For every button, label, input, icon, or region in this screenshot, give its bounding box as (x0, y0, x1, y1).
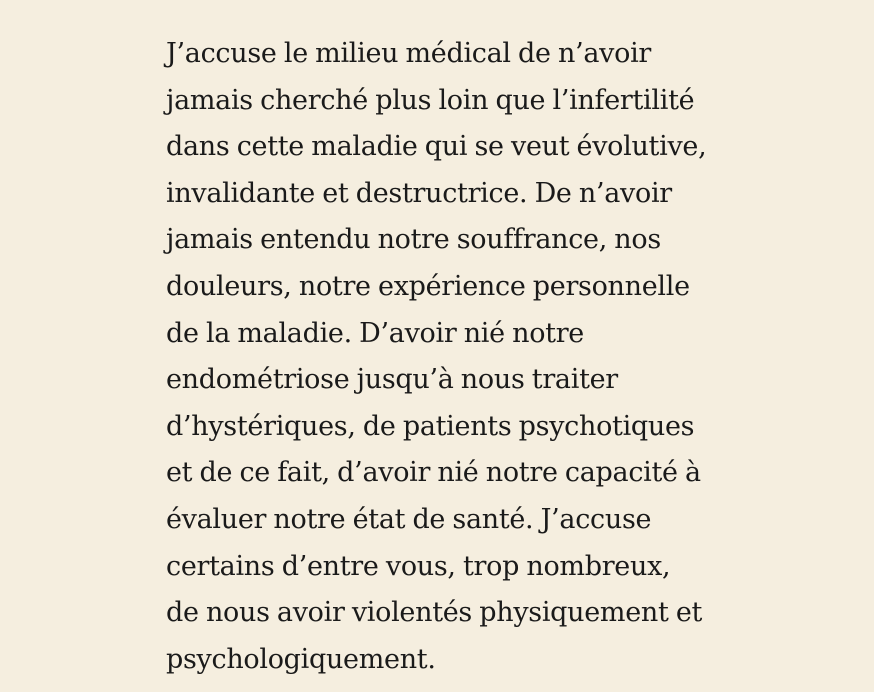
body-paragraph (166, 31, 866, 683)
text-line: dans cette maladie qui se veut évolutive, (166, 131, 707, 163)
text-line: et de ce fait, d’avoir nié notre capacité à (166, 457, 701, 489)
text-line: de la maladie. D’avoir nié notre (166, 317, 584, 349)
text-line: jamais cherché plus loin que l’infertilité (166, 84, 695, 116)
text-line: d’hystériques, de patients psychotiques (166, 410, 695, 442)
text-line: jamais entendu notre souffrance, nos (166, 224, 661, 256)
text-line: invalidante et destructrice. De n’avoir (166, 177, 672, 209)
text-line: endométriose jusqu’à nous traiter (166, 364, 618, 396)
text-line: psychologiquement. (166, 643, 436, 675)
text-line: douleurs, notre expérience personnelle (166, 270, 690, 302)
text-line: de nous avoir violentés physiquement et (166, 597, 703, 629)
text-line: certains d’entre vous, trop nombreux, (166, 550, 671, 582)
text-line: J’accuse le milieu médical de n’avoir (166, 38, 652, 69)
text-line: évaluer notre état de santé. J’accuse (166, 503, 652, 535)
